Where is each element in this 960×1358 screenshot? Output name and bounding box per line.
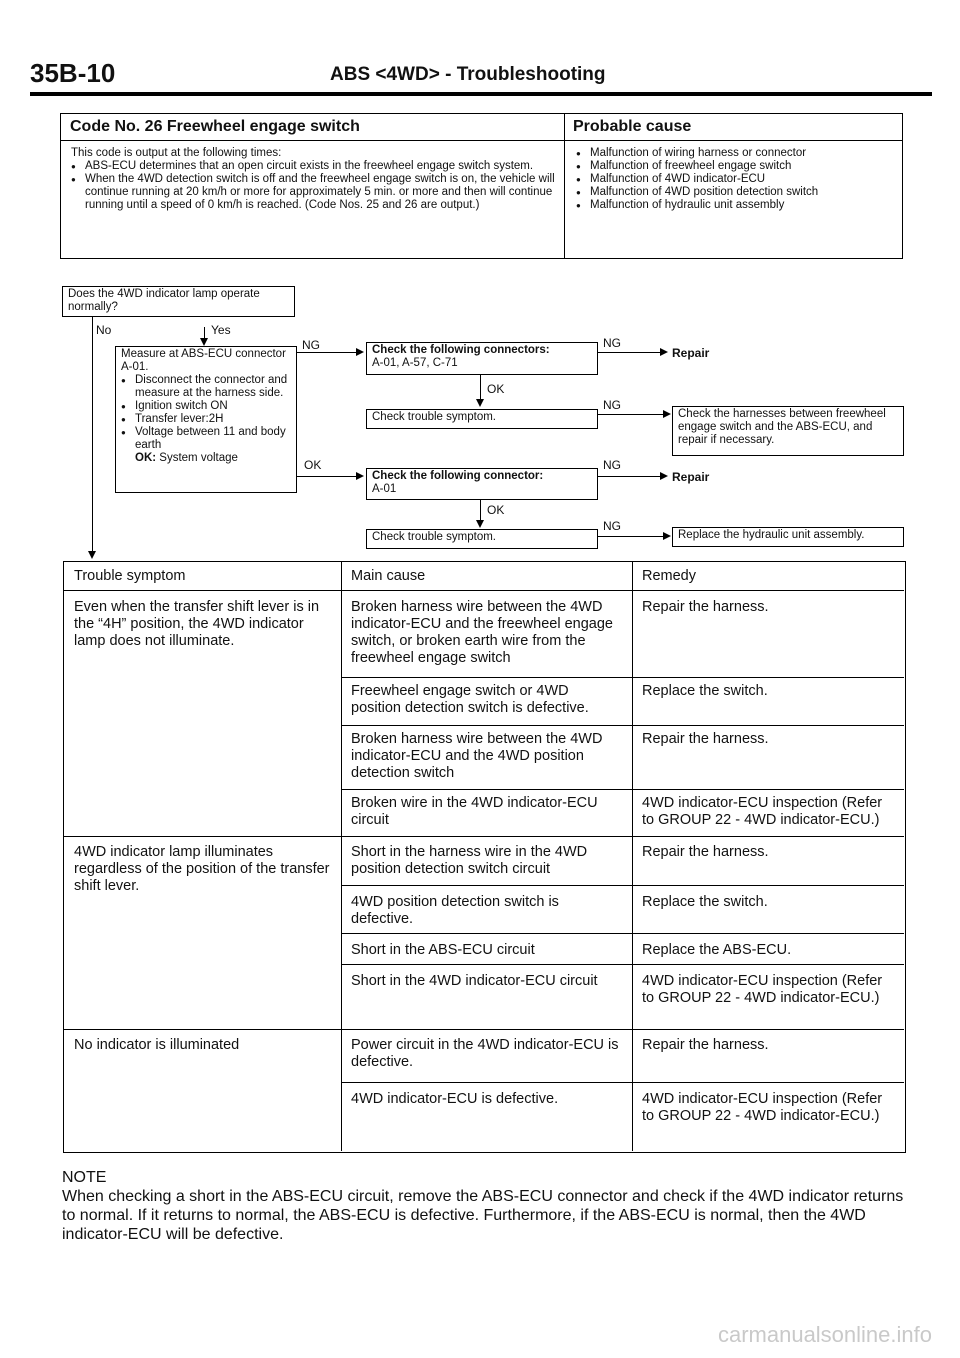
remedy-cell: Repair the harness. [642, 1037, 769, 1053]
remedy-cell: Repair the harness. [642, 599, 769, 615]
connector-line [598, 476, 662, 477]
arrow-down-icon [88, 551, 96, 559]
remedy-cell: 4WD indicator-ECU inspection (Refer to GROUP 22 - 4WD indicator-ECU.) [642, 795, 883, 828]
replace-hydraulic-box: Replace the hydraulic unit assembly. [672, 527, 904, 547]
connector-line [297, 476, 358, 477]
remedy-cell: Replace the ABS-ECU. [642, 942, 792, 958]
repair-label: Repair [672, 346, 710, 360]
main-cause-cell: Freewheel engage switch or 4WD position detection switch is defective. [351, 683, 589, 716]
row-divider [341, 677, 904, 678]
header-trouble-symptom: Trouble symptom [74, 568, 186, 584]
code-intro: This code is output at the following times: [71, 147, 282, 159]
remedy-cell: Repair the harness. [642, 844, 769, 860]
question-box: Does the 4WD indicator lamp operate normally? [62, 286, 295, 317]
group-divider [64, 836, 904, 837]
main-cause-cell: 4WD position detection switch is defective. [351, 894, 559, 927]
header-divider [64, 590, 904, 591]
main-cause-cell: 4WD indicator-ECU is defective. [351, 1091, 559, 1107]
row-divider [341, 964, 904, 965]
main-cause-cell: Broken wire in the 4WD indicator-ECU circuit [351, 795, 598, 828]
check-connector-id: A-01 [372, 483, 397, 495]
ok-label: OK [487, 503, 505, 517]
check-symptom-box: Check trouble symptom. [366, 409, 598, 429]
note-label: NOTE [62, 1169, 107, 1186]
arrow-right-icon [660, 472, 668, 480]
ok-path-line [480, 500, 481, 522]
measure-title: Measure at ABS-ECU connector A-01. [121, 348, 286, 373]
note-text: When checking a short in the ABS-ECU circuit, remove the ABS-ECU connector and check if the 4WD indicator returns to normal. If it returns to normal, the ABS-ECU is defective. Furthermore, if the ABS-ECU is normal, then the 4WD indicator-ECU will be defective. [62, 1188, 904, 1243]
code-heading: Code No. 26 Freewheel engage switch [61, 114, 564, 141]
no-label: No [96, 323, 112, 337]
ng-label: NG [603, 336, 621, 350]
remedy-cell: 4WD indicator-ECU inspection (Refer to GROUP 22 - 4WD indicator-ECU.) [642, 1091, 883, 1124]
connector-line [297, 352, 358, 353]
main-cause-cell: Broken harness wire between the 4WD indicator-ECU and the freewheel engage switch, or broken earth wire from the freewheel engage switch [351, 599, 613, 666]
check-connector-box [366, 468, 598, 500]
arrow-down-icon [476, 399, 484, 407]
connector-line [598, 352, 662, 353]
check-connector-title: Check the following connector: [372, 470, 544, 482]
yes-label: Yes [211, 323, 231, 337]
page-title: ABS <4WD> - Troubleshooting [330, 64, 606, 85]
page-code: 35B-10 [30, 58, 116, 88]
arrow-right-icon [660, 348, 668, 356]
arrow-right-icon [663, 532, 671, 540]
remedy-cell: Replace the switch. [642, 683, 768, 699]
cause-item: ● Malfunction of 4WD position detection switch [576, 186, 894, 199]
check-connectors-box [366, 342, 598, 375]
cause-item: ● Malfunction of wiring harness or connector [576, 147, 894, 160]
measure-box [115, 346, 297, 493]
arrow-down-icon [200, 338, 208, 346]
check-symptom-box: Check trouble symptom. [366, 529, 598, 549]
row-divider [341, 1082, 904, 1083]
trouble-symptom-cell: Even when the transfer shift lever is in the “4H” position, the 4WD indicator lamp does not illuminate. [74, 599, 320, 649]
measure-step: ● Ignition switch ON [121, 400, 291, 413]
cause-item: ● Malfunction of freewheel engage switch [576, 160, 894, 173]
measure-step: ● Transfer lever:2H [121, 413, 291, 426]
check-harness-box: Check the harnesses between freewheel engage switch and the ABS-ECU, and repair if necessary. [672, 406, 904, 456]
probable-cause-column [564, 114, 902, 258]
row-divider [341, 933, 904, 934]
arrow-right-icon [663, 410, 671, 418]
measure-step: ● Disconnect the connector and measure at the harness side. [121, 374, 291, 400]
ng-label: NG [302, 338, 320, 352]
trouble-symptom-cell: No indicator is illuminated [74, 1037, 240, 1053]
ok-label: OK [304, 458, 322, 472]
arrow-down-icon [476, 520, 484, 528]
row-divider [341, 789, 904, 790]
cause-item: ● Malfunction of hydraulic unit assembly [576, 199, 894, 212]
code-info-box [60, 113, 903, 259]
header-main-cause: Main cause [351, 568, 426, 584]
code-description-column [61, 114, 565, 258]
cause-heading: Probable cause [564, 114, 902, 141]
ok-criterion-label: OK: [135, 452, 157, 464]
condition-item: ● When the 4WD detection switch is off and the freewheel engage switch is on, the vehicle will continue running at 20 km/h or more for approximately 5 min. or more and then will continue running until a speed of 0 km/h is reached. (Code Nos. 25 and 26 are output.) [71, 173, 556, 212]
ng-label: NG [603, 458, 621, 472]
connector-line [598, 536, 665, 537]
ng-label: NG [603, 398, 621, 412]
main-cause-cell: Short in the 4WD indicator-ECU circuit [351, 973, 598, 989]
header-rule [30, 92, 932, 96]
arrow-right-icon [356, 472, 364, 480]
check-connectors-ids: A-01, A-57, C-71 [372, 357, 458, 369]
ok-path-line [480, 375, 481, 401]
measure-step: ● Voltage between 11 and body earth [121, 426, 291, 452]
main-cause-cell: Broken harness wire between the 4WD indicator-ECU and the 4WD position detection switch [351, 731, 603, 781]
condition-item: ● ABS-ECU determines that an open circuit exists in the freewheel engage switch system. [71, 160, 556, 173]
trouble-symptom-table [63, 561, 906, 1153]
remedy-cell: Replace the switch. [642, 894, 768, 910]
no-path-line [92, 317, 93, 553]
trouble-symptom-cell: 4WD indicator lamp illuminates regardless of the position of the transfer shift lever. [74, 844, 330, 894]
ng-label: NG [603, 519, 621, 533]
connector-line [598, 414, 665, 415]
arrow-right-icon [356, 348, 364, 356]
watermark: carmanualsonline.info [717, 1322, 932, 1347]
main-cause-cell: Power circuit in the 4WD indicator-ECU is defective. [351, 1037, 619, 1070]
main-cause-cell: Short in the ABS-ECU circuit [351, 942, 535, 958]
header-remedy: Remedy [642, 568, 696, 584]
row-divider [341, 885, 904, 886]
ok-label: OK [487, 382, 505, 396]
ok-criterion-value: System voltage [159, 452, 238, 464]
note-block [62, 1168, 912, 1244]
cause-item: ● Malfunction of 4WD indicator-ECU [576, 173, 894, 186]
remedy-cell: Repair the harness. [642, 731, 769, 747]
row-divider [341, 725, 904, 726]
repair-label: Repair [672, 470, 710, 484]
main-cause-cell: Short in the harness wire in the 4WD position detection switch circuit [351, 844, 588, 877]
group-divider [64, 1029, 904, 1030]
remedy-cell: 4WD indicator-ECU inspection (Refer to GROUP 22 - 4WD indicator-ECU.) [642, 973, 883, 1006]
check-connectors-title: Check the following connectors: [372, 344, 550, 356]
